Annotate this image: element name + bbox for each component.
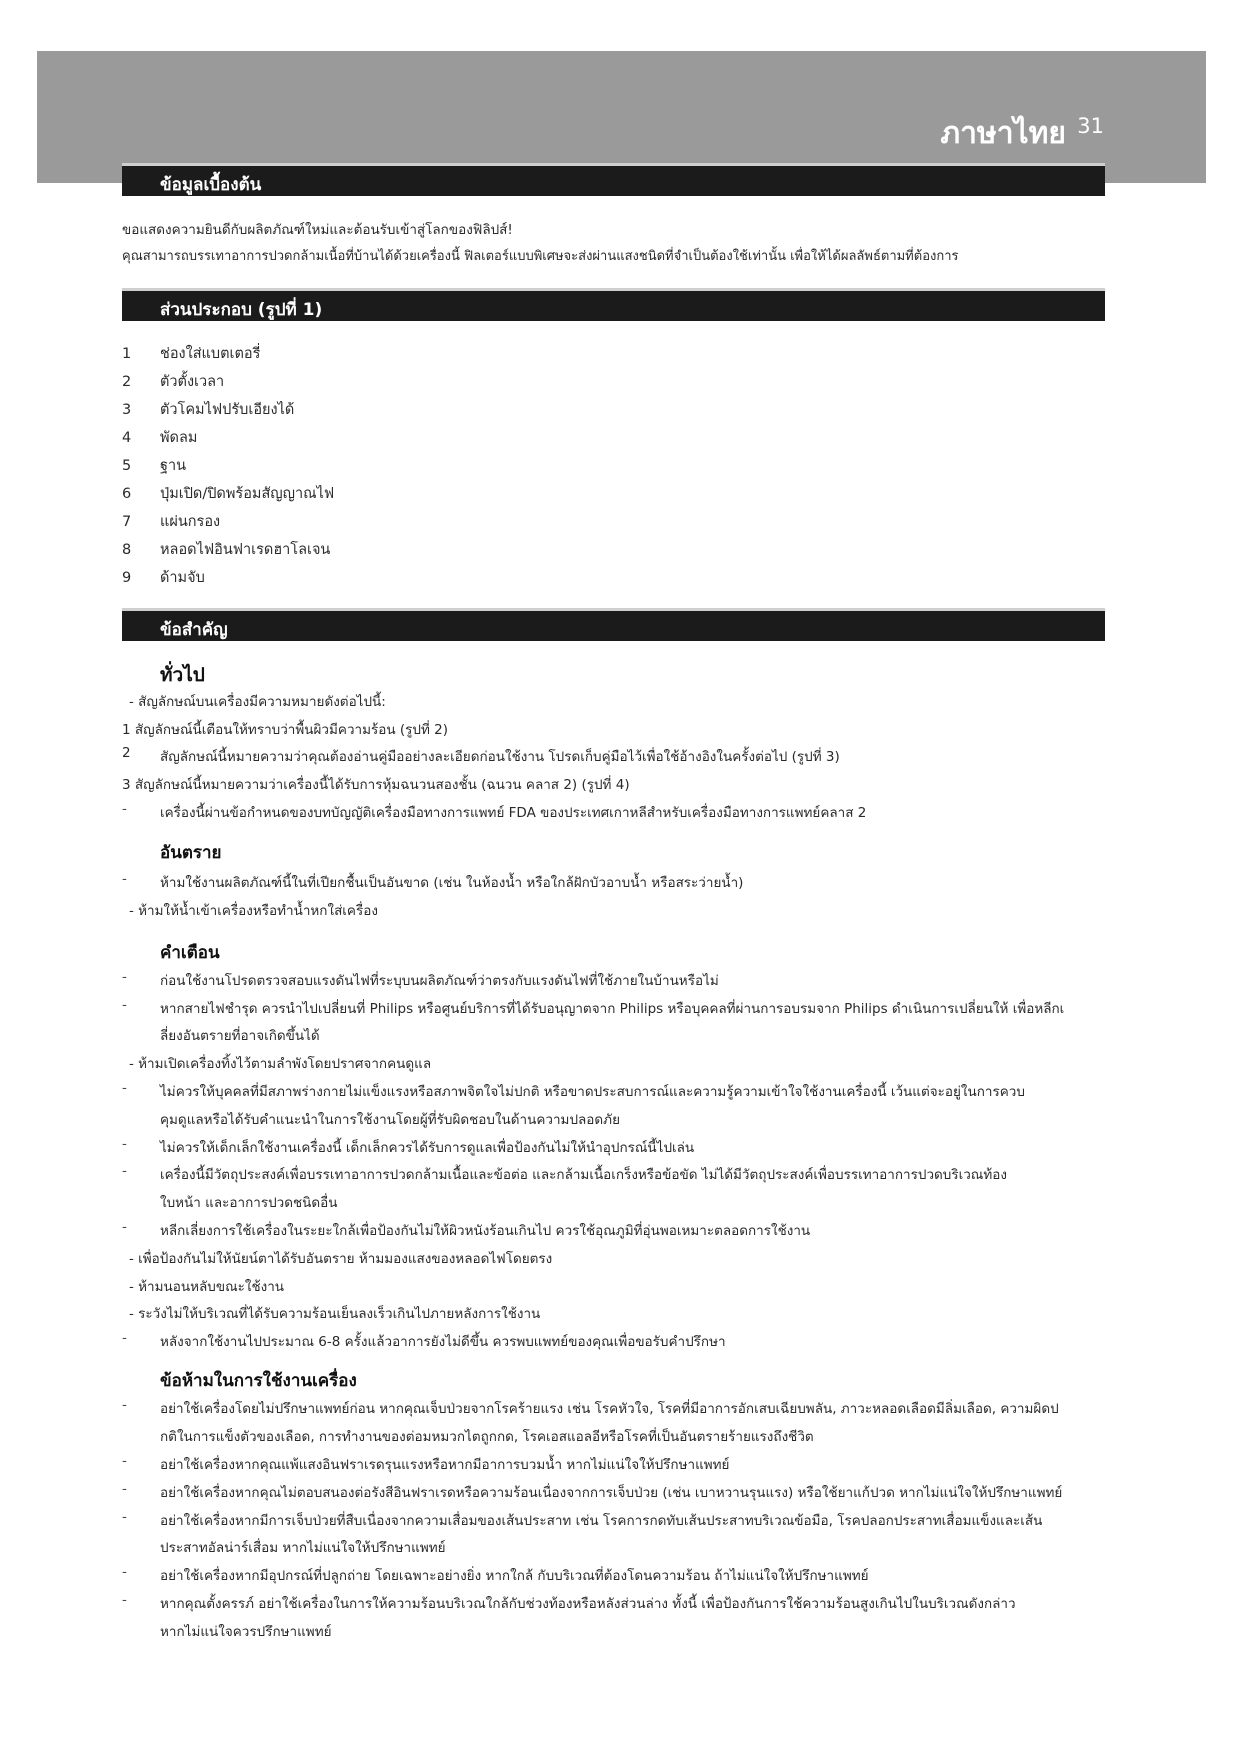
dash-marker: -: [122, 1453, 127, 1469]
warning-line-6-cont: ใบหน้า และอาการปวดชนิดอื่น: [160, 1195, 338, 1211]
subhead-danger: อันตราย: [160, 843, 222, 863]
general-line-2: 1 สัญลักษณ์นี้เตือนให้ทราบว่าพื้นผิวมีความร้อน (รูปที่ 2): [122, 722, 449, 738]
dash-marker: -: [122, 1330, 127, 1346]
dash-marker: -: [122, 1509, 127, 1525]
dash-marker: -: [122, 997, 127, 1013]
general-line-4: 3 สัญลักษณ์นี้หมายความว่าเครื่องนี้ได้รับการหุ้มฉนวนสองชั้น (ฉนวน คลาส 2) (รูปที่ 4): [122, 777, 630, 793]
warning-line-6: เครื่องนี้มีวัตถุประสงค์เพื่อบรรเทาอาการปวดกล้ามเนื้อและข้อต่อ และกล้ามเนื้อเกร็งหรือข้อขัด ไม่ได้มีวัตถุประสงค์เพื่อบรรเทาอาการปวดบริเวณท้อง: [160, 1167, 1007, 1183]
general-line-5: เครื่องนี้ผ่านข้อกำหนดของบทบัญญัติเครื่องมือทางการแพทย์ FDA ของประเทศเกาหลีสำหรับเครื่องมือทางการแพทย์คลาส 2: [160, 805, 867, 821]
contra-line-2: อย่าใช้เครื่องหากคุณแพ้แสงอินฟราเรดรุนแรงหรือหากมีอาการบวมน้ำ หากไม่แน่ใจให้ปรึกษาแพทย์: [160, 1457, 730, 1473]
contra-line-1: อย่าใช้เครื่องโดยไม่ปรึกษาแพทย์ก่อน หากคุณเจ็บป่วยจากโรคร้ายแรง เช่น โรคหัวใจ, โรคที่มีอาการอักเสบเฉียบพลัน, ภาวะหลอดเลือดมีลิ่มเลือด, ความผิดป: [160, 1401, 1059, 1417]
contra-line-4: อย่าใช้เครื่องหากมีการเจ็บป่วยที่สืบเนื่องจากความเสื่อมของเส้นประสาท เช่น โรคการกดทับเส้นประสาทบริเวณข้อมือ, โรคปลอกประสาทเสื่อมแข็งและเส้น: [160, 1513, 1043, 1529]
section-bar-important: [122, 608, 1105, 641]
danger-line-1: ห้ามใช้งานผลิตภัณฑ์นี้ในที่เปียกชื้นเป็นอันขาด (เช่น ในห้องน้ำ หรือใกล้ฝักบัวอาบน้ำ หรือสระว่ายน้ำ): [160, 875, 744, 891]
subhead-warning: คำเตือน: [160, 943, 220, 963]
dash-marker: -: [122, 801, 127, 817]
dash-marker: -: [122, 871, 127, 887]
contra-line-6: หากคุณตั้งครรภ์ อย่าใช้เครื่องในการให้ความร้อนบริเวณใกล้กับช่วงท้องหรือหลังส่วนล่าง ทั้งนี้ เพื่อป้องกันการใช้ความร้อนสูงเกินไปในบริเวณดังกล่าว: [160, 1596, 1016, 1612]
danger-line-2: - ห้ามให้น้ำเข้าเครื่องหรือทำน้ำหกใส่เครื่อง: [129, 903, 378, 919]
section-bar-intro: [122, 163, 1105, 196]
dash-marker: -: [122, 1397, 127, 1413]
general-line-1: - สัญลักษณ์บนเครื่องมีความหมายดังต่อไปนี้:: [129, 694, 386, 710]
warning-line-1: ก่อนใช้งานโปรดตรวจสอบแรงดันไฟที่ระบุบนผลิตภัณฑ์ว่าตรงกับแรงดันไฟที่ใช้ภายในบ้านหรือไม่: [160, 973, 719, 989]
dash-marker: -: [122, 1564, 127, 1580]
dash-marker: -: [122, 1481, 127, 1497]
dash-marker: -: [122, 1219, 127, 1235]
list-item: 6 ปุ่มเปิด/ปิดพร้อมสัญญาณไฟ: [122, 486, 335, 502]
subhead-contraindications: ข้อห้ามในการใช้งานเครื่อง: [160, 1371, 357, 1391]
section-title-parts: ส่วนประกอบ (รูปที่ 1): [160, 300, 323, 320]
warning-line-11: หลังจากใช้งานไปประมาณ 6-8 ครั้งแล้วอาการยังไม่ดีขึ้น ควรพบแพทย์ของคุณเพื่อขอรับคำปรึกษา: [160, 1334, 726, 1350]
intro-line-2: คุณสามารถบรรเทาอาการปวดกล้ามเนื้อที่บ้านได้ด้วยเครื่องนี้ ฟิลเตอร์แบบพิเศษจะส่งผ่านแสงชนิดที่จำเป็นต้องใช้เท่านั้น เพื่อให้ได้ผลลัพธ์ตามที่ต้องการ: [122, 249, 959, 264]
dash-marker: -: [122, 1080, 127, 1096]
warning-line-3: - ห้ามเปิดเครื่องทิ้งไว้ตามลำพังโดยปราศจากคนดูแล: [129, 1056, 432, 1072]
language-title: ภาษาไทย: [940, 116, 1066, 151]
section-title-important: ข้อสำคัญ: [160, 620, 228, 640]
general-line-3-number: 2: [122, 745, 131, 761]
warning-line-2: หากสายไฟชำรุด ควรนำไปเปลี่ยนที่ Philips หรือศูนย์บริการที่ได้รับอนุญาตจาก Philips หรือบุคคลที่ผ่านการอบรมจาก Philips ดำเนินการเปลี่ยนให้ เพื่อหลีกเ: [160, 1001, 1065, 1017]
list-item: 9 ด้ามจับ: [122, 570, 205, 586]
warning-line-5: ไม่ควรให้เด็กเล็กใช้งานเครื่องนี้ เด็กเล็กควรได้รับการดูแลเพื่อป้องกันไม่ให้นำอุปกรณ์นี้ไปเล่น: [160, 1140, 695, 1156]
general-line-3: สัญลักษณ์นี้หมายความว่าคุณต้องอ่านคู่มืออย่างละเอียดก่อนใช้งาน โปรดเก็บคู่มือไว้เพื่อใช้อ้างอิงในครั้งต่อไป (รูปที่ 3): [160, 749, 840, 765]
list-item: 4 พัดลม: [122, 430, 198, 446]
contra-line-3: อย่าใช้เครื่องหากคุณไม่ตอบสนองต่อรังสีอินฟราเรดหรือความร้อนเนื่องจากการเจ็บป่วย (เช่น เบาหวานรุนแรง) หรือใช้ยาแก้ปวด หากไม่แน่ใจให้ปรึกษาแพทย์: [160, 1485, 1063, 1501]
warning-line-4: ไม่ควรให้บุคคลที่มีสภาพร่างกายไม่แข็งแรงหรือสภาพจิตใจไม่ปกติ หรือขาดประสบการณ์และความรู้ความเข้าใจใช้งานเครื่องนี้ เว้นแต่จะอยู่ในการควบ: [160, 1084, 1025, 1100]
section-bar-parts: [122, 288, 1105, 321]
parts-list: [122, 342, 334, 594]
warning-line-10: - ระวังไม่ให้บริเวณที่ได้รับความร้อนเย็นลงเร็วเกินไปภายหลังการใช้งาน: [129, 1306, 541, 1322]
contra-line-5: อย่าใช้เครื่องหากมีอุปกรณ์ที่ปลูกถ่าย โดยเฉพาะอย่างยิ่ง หากใกล้ กับบริเวณที่ต้องโดนความร้อน ถ้าไม่แน่ใจให้ปรึกษาแพทย์: [160, 1568, 869, 1584]
dash-marker: -: [122, 1163, 127, 1179]
intro-line-1: ขอแสดงความยินดีกับผลิตภัณฑ์ใหม่และต้อนรับเข้าสู่โลกของฟิลิปส์!: [122, 222, 513, 238]
contra-line-4-cont: ประสาทอัลน่าร์เสื่อม หากไม่แน่ใจให้ปรึกษาแพทย์: [160, 1540, 446, 1556]
page-number: 31: [1077, 114, 1104, 138]
list-item: 2 ตัวตั้งเวลา: [122, 374, 225, 390]
warning-line-9: - ห้ามนอนหลับขณะใช้งาน: [129, 1279, 285, 1295]
warning-line-7: หลีกเลี่ยงการใช้เครื่องในระยะใกล้เพื่อป้องกันไม่ให้ผิวหนังร้อนเกินไป ควรใช้อุณภูมิที่อุ่นพอเหมาะตลอดการใช้งาน: [160, 1223, 811, 1239]
section-title-intro: ข้อมูลเบื้องต้น: [160, 175, 262, 195]
dash-marker: -: [122, 969, 127, 985]
list-item: 1 ช่องใส่แบตเตอรี่: [122, 346, 261, 362]
list-item: 5 ฐาน: [122, 458, 187, 474]
contra-line-1-cont: กติในการแข็งตัวของเลือด, การทำงานของต่อมหมวกไตถูกกด, โรคเอสแอลอีหรือโรคที่เป็นอันตรายร้ายแรงถึงชีวิต: [160, 1429, 814, 1445]
list-item: 3 ตัวโคมไฟปรับเอียงได้: [122, 402, 295, 418]
contra-line-6-cont: หากไม่แน่ใจควรปรึกษาแพทย์: [160, 1624, 332, 1640]
warning-line-8: - เพื่อป้องกันไม่ให้นัยน์ตาได้รับอันตราย ห้ามมองแสงของหลอดไฟโดยตรง: [129, 1251, 553, 1267]
dash-marker: -: [122, 1592, 127, 1608]
warning-line-4-cont: คุมดูแลหรือได้รับคำแนะนำในการใช้งานโดยผู้ที่รับผิดชอบในด้านความปลอดภัย: [160, 1112, 620, 1128]
warning-line-2-cont: ลี่ยงอันตรายที่อาจเกิดขึ้นได้: [160, 1028, 320, 1044]
subhead-general: ทั่วไป: [160, 664, 205, 686]
list-item: 7 แผ่นกรอง: [122, 514, 221, 530]
dash-marker: -: [122, 1136, 127, 1152]
list-item: 8 หลอดไฟอินฟาเรดฮาโลเจน: [122, 542, 331, 558]
